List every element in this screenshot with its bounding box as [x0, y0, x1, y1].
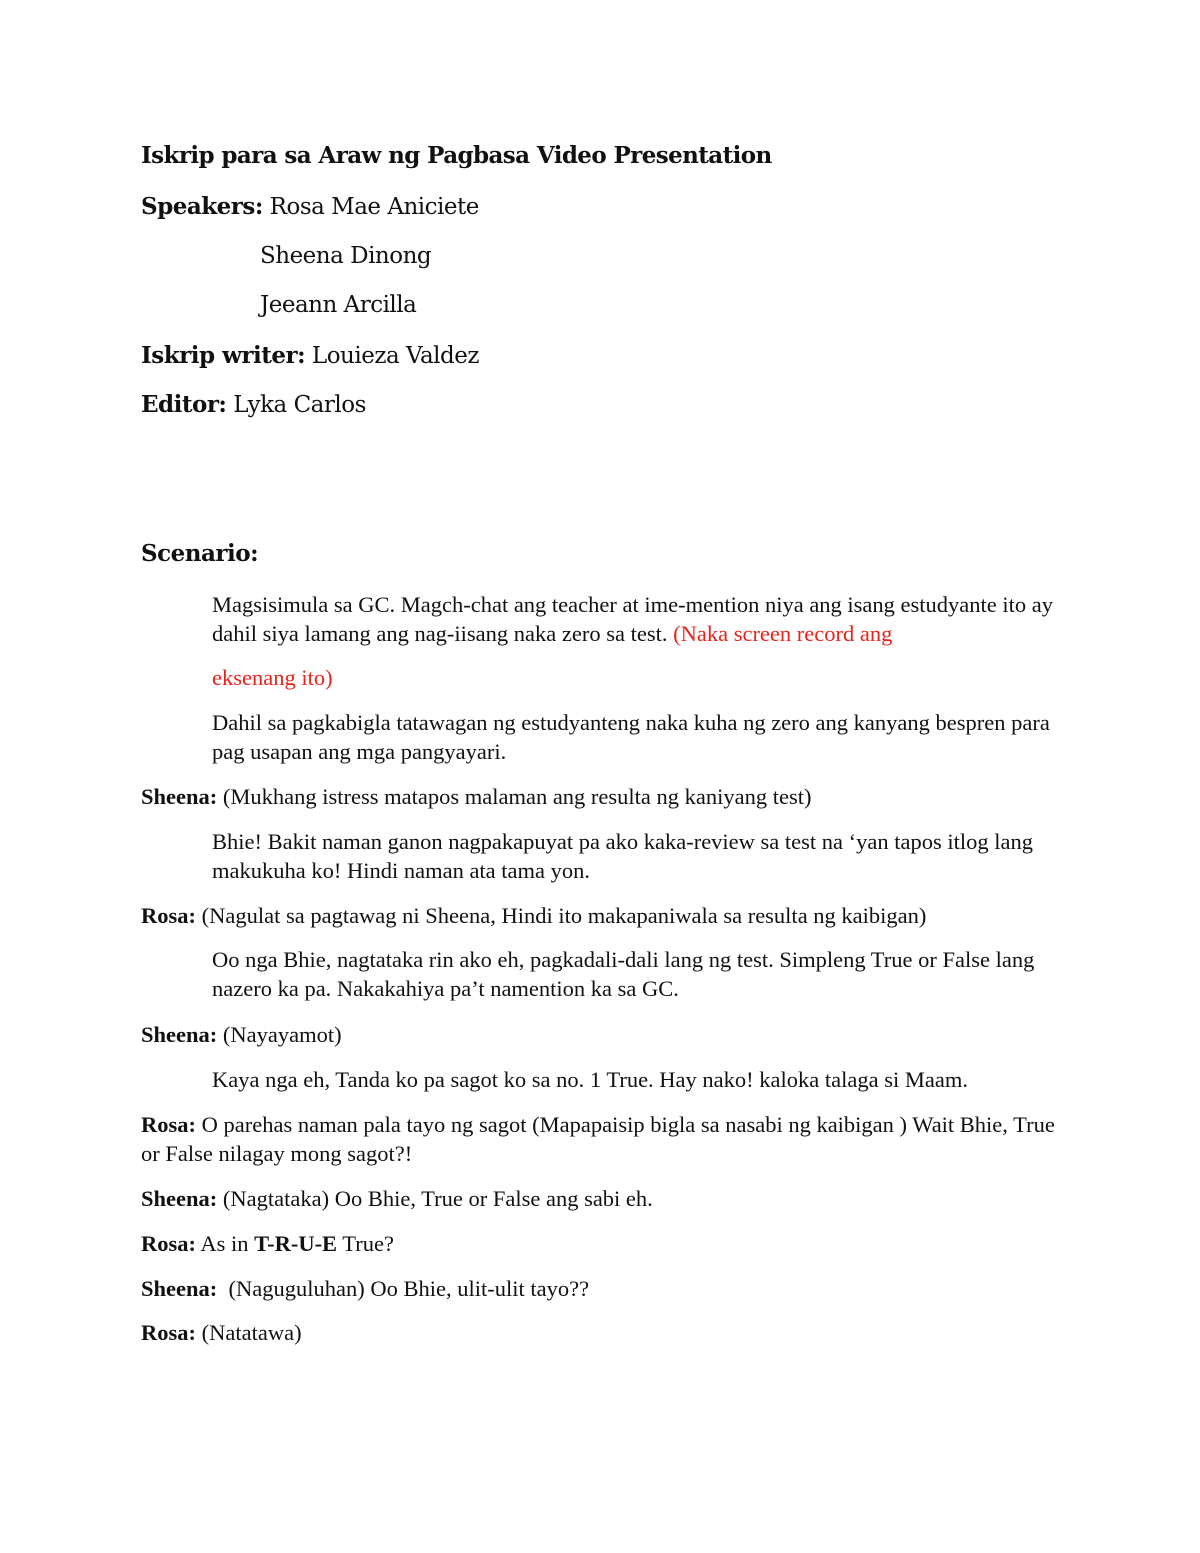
writer-line — [141, 342, 479, 369]
spelled-word: T-R-U-E — [254, 1231, 338, 1256]
speaker-name: Sheena: — [141, 1276, 218, 1301]
dialogue-text-end: True? — [337, 1231, 394, 1256]
speakers-label: Speakers: — [141, 193, 263, 220]
editor-name: Lyka Carlos — [233, 392, 366, 418]
dialogue-text: (Nagtataka) Oo Bhie, True or False ang sabi eh. — [217, 1186, 653, 1211]
scenario-paragraph-1 — [212, 590, 1072, 648]
dialogue-text: (Nayayamot) — [217, 1022, 342, 1047]
document-title: Iskrip para sa Araw ng Pagbasa Video Presentation — [141, 142, 772, 169]
stage-note-b: eksenang ito) — [212, 665, 333, 690]
dialogue-text: (Nagulat sa pagtawag ni Sheena, Hindi ito makapaniwala sa resulta ng kaibigan) — [196, 903, 927, 928]
speaker-name: Rosa: — [141, 1112, 196, 1137]
editor-label: Editor: — [141, 391, 227, 418]
dialogue-speech: Kaya nga eh, Tanda ko pa sagot ko sa no. 1 True. Hay nako! kaloka talaga si Maam. — [212, 1067, 968, 1092]
speakers-line — [141, 193, 479, 220]
speaker-name: Sheena: — [141, 1022, 218, 1047]
dialogue-speech: Bhie! Bakit naman ganon nagpakapuyat pa ako kaka-review sa test na ‘yan tapos itlog lang makukuha ko! Hindi naman ata tama yon. — [212, 829, 1033, 883]
dialogue-line — [141, 1184, 1071, 1213]
dialogue-line — [141, 1229, 1071, 1258]
speaker-name: Sheena: — [141, 1186, 218, 1211]
dialogue-line — [141, 1020, 1071, 1049]
dialogue-text: As in — [196, 1231, 255, 1256]
stage-note-a: (Naka screen record ang — [673, 621, 893, 646]
dialogue-line — [141, 1318, 1071, 1347]
dialogue-text: (Natatawa) — [196, 1320, 302, 1345]
speaker-1: Rosa Mae Aniciete — [269, 194, 479, 220]
dialogue-text: (Mukhang istress matapos malaman ang resulta ng kaniyang test) — [217, 784, 812, 809]
speaker-name: Rosa: — [141, 1320, 196, 1345]
dialogue-speech: Oo nga Bhie, nagtataka rin ako eh, pagkadali-dali lang ng test. Simpleng True or False lang nazero ka pa. Nakakahiya pa’t namention ka sa GC. — [212, 947, 1035, 1001]
dialogue-text: (Naguguluhan) Oo Bhie, ulit-ulit tayo?? — [217, 1276, 590, 1301]
speaker-name: Rosa: — [141, 903, 196, 928]
dialogue-line — [141, 1110, 1071, 1168]
scenario-paragraph-2: Dahil sa pagkabigla tatawagan ng estudyanteng naka kuha ng zero ang kanyang bespren para pag usapan ang mga pangyayari. — [212, 710, 1050, 764]
scenario-heading: Scenario: — [141, 540, 259, 567]
dialogue-line — [141, 782, 1071, 811]
dialogue-text: O parehas naman pala tayo ng sagot (Mapapaisip bigla sa nasabi ng kaibigan ) Wait Bhie, True or False nilagay mong sagot?! — [141, 1112, 1055, 1166]
editor-line — [141, 391, 366, 418]
speaker-name: Sheena: — [141, 784, 218, 809]
writer-name: Louieza Valdez — [311, 343, 479, 369]
dialogue-line — [141, 1274, 1071, 1303]
speaker-2: Sheena Dinong — [260, 243, 432, 269]
speaker-3: Jeeann Arcilla — [260, 292, 417, 318]
scenario-text-1: Magsisimula sa GC. Magch-chat ang teacher at ime-mention niya ang isang estudyante ito ay dahil siya lamang ang nag-iisang naka zero sa test. — [212, 592, 1054, 646]
dialogue-line — [141, 901, 1071, 930]
speaker-name: Rosa: — [141, 1231, 196, 1256]
writer-label: Iskrip writer: — [141, 342, 306, 369]
